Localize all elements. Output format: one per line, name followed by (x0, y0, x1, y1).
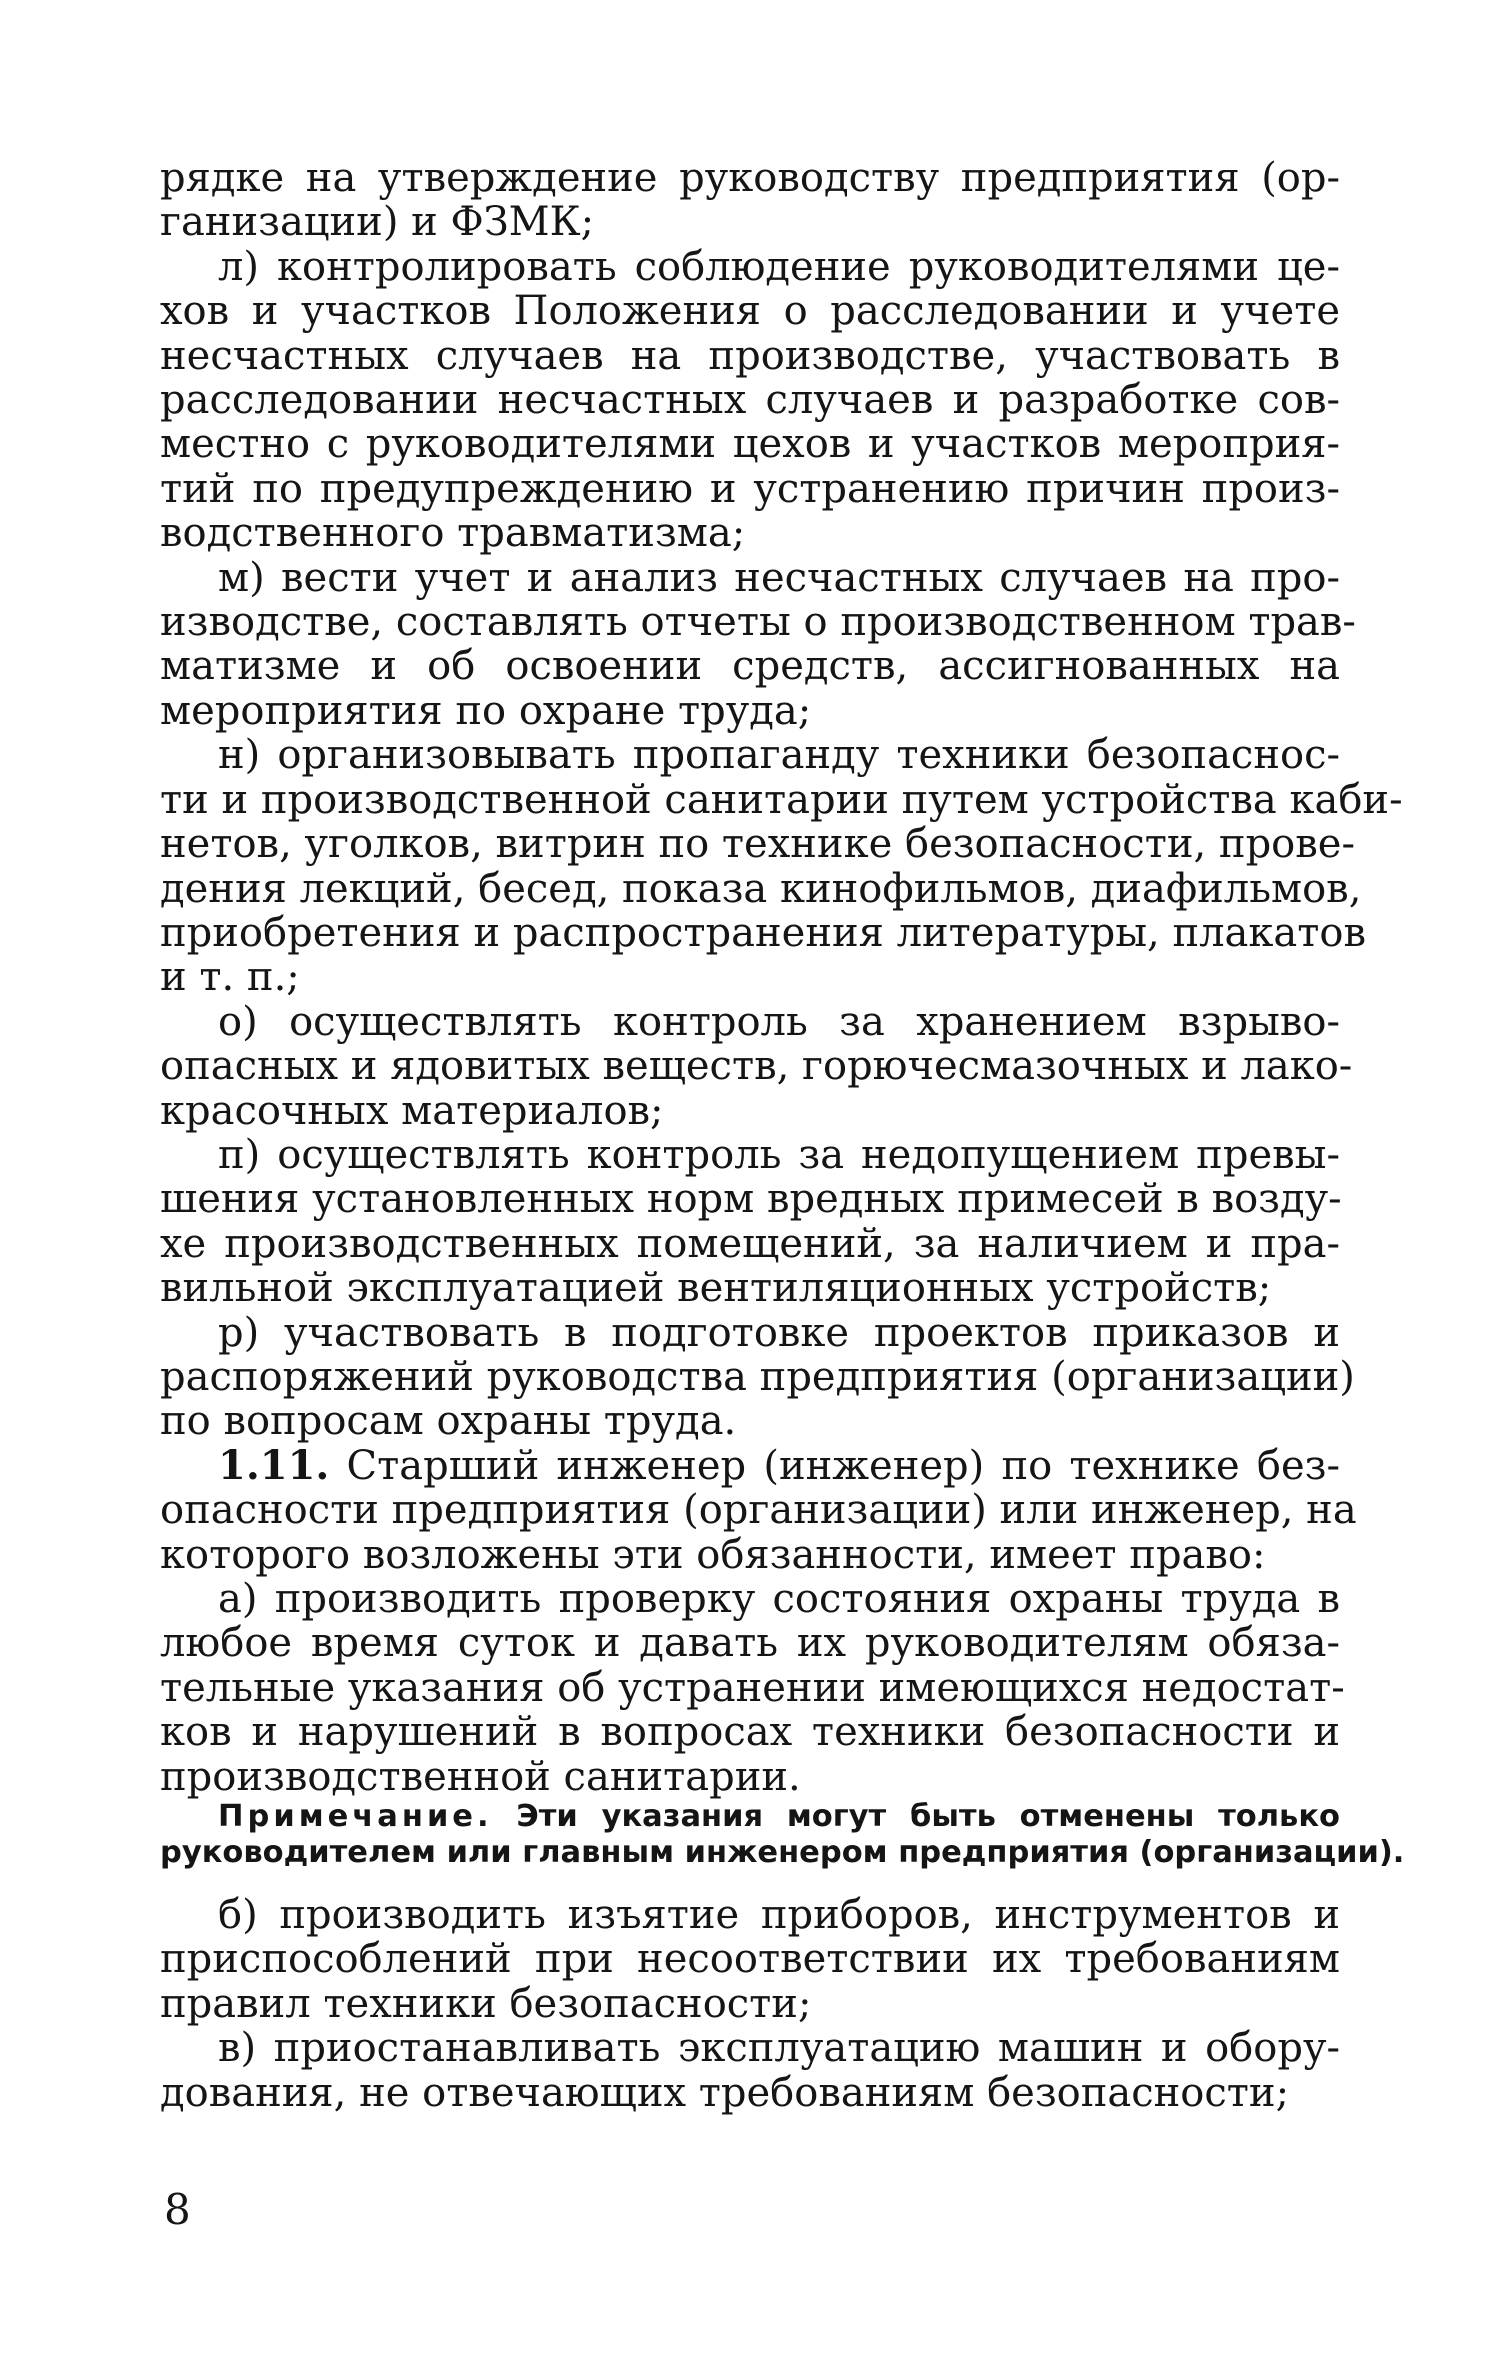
text-line: несчастных случаев на производстве, участвовать в (160, 332, 1340, 379)
item-r (160, 1309, 1355, 1445)
text-line (160, 1441, 1340, 1489)
text-line: которого возложены эти обязанности, имеет право: (160, 1531, 1266, 1578)
text-line: правил техники безопасности; (160, 1980, 812, 2027)
text-line: расследовании несчастных случаев и разработке сов- (160, 377, 1340, 424)
note-label: Примечание. (218, 1799, 493, 1835)
text-line: м) вести учет и анализ несчастных случаев на про- (218, 554, 1340, 601)
text-line: водственного травматизма; (160, 510, 746, 557)
text-line: о) осуществлять контроль за хранением взрыво- (218, 998, 1340, 1045)
text-line: тий по предупреждению и устранению причин произ- (160, 465, 1340, 512)
text-line: опасности предприятия (организации) или инженер, на (160, 1487, 1357, 1534)
text-line: л) контролировать соблюдение руководителями це- (218, 243, 1340, 290)
continued-paragraph (160, 156, 1340, 245)
text-line: по вопросам охраны труда. (160, 1398, 737, 1445)
text-line: н) организовывать пропаганду техники безопаснос- (218, 732, 1340, 779)
text-line: приобретения и распространения литературы, плакатов (160, 909, 1366, 956)
text-line: р) участвовать в подготовке проектов приказов и (218, 1309, 1340, 1356)
item-o (160, 998, 1353, 1134)
text-line: изводстве, составлять отчеты о производственном трав- (160, 599, 1356, 646)
text-line: распоряжений руководства предприятия (организации) (160, 1353, 1355, 1400)
item-p (160, 1133, 1340, 1311)
text-line: местно с руководителями цехов и участков мероприя- (160, 421, 1340, 468)
section-1-11 (160, 1441, 1357, 1578)
item-n (160, 732, 1403, 1001)
text-line: рядке на утверждение руководству предприятия (ор- (160, 155, 1340, 201)
text-line: опасных и ядовитых веществ, горючесмазочных и лако- (160, 1043, 1353, 1090)
page-body (160, 155, 1405, 2116)
item-b (160, 1893, 1340, 2026)
text-line: мероприятия по охране труда; (160, 687, 812, 734)
text-line: хе производственных помещений, за наличием и пра- (160, 1220, 1340, 1267)
text-line: тельные указания об устранении имеющихся недостат- (160, 1664, 1345, 1711)
item-a (160, 1576, 1345, 1800)
text-line: в) приостанавливать эксплуатацию машин и обору- (218, 2025, 1340, 2072)
text-line: ти и производственной санитарии путем устройства каби- (160, 776, 1403, 823)
text-line: шения установленных норм вредных примесей в возду- (160, 1176, 1342, 1223)
page-number: 8 (164, 2185, 191, 2234)
item-v (160, 2026, 1340, 2115)
text-line: п) осуществлять контроль за недопущением превы- (218, 1131, 1340, 1178)
text-line: хов и участков Положения о расследовании и учете (160, 288, 1340, 335)
item-l (160, 245, 1340, 556)
note-text: Эти указания могут быть отменены только (492, 1799, 1340, 1835)
note (160, 1799, 1405, 1871)
text-line: любое время суток и давать их руководителям обяза- (160, 1620, 1340, 1667)
text-line: ков и нарушений в вопросах техники безопасности и (160, 1709, 1340, 1756)
text-line: красочных материалов; (160, 1087, 664, 1134)
text-line: руководителем или главным инженером предприятия (организации). (160, 1835, 1405, 1871)
text-line: производственной санитарии. (160, 1753, 801, 1800)
text-line: дования, не отвечающих требованиям безопасности; (160, 2069, 1290, 2116)
item-m (160, 554, 1356, 734)
text-line: приспособлений при несоответствии их требованиям (160, 1936, 1340, 1983)
text-line: вильной эксплуатацией вентиляционных устройств; (160, 1265, 1272, 1312)
section-number: 1.11. (218, 1441, 330, 1489)
text-line: и т. п.; (160, 954, 300, 1001)
text-line: дения лекций, бесед, показа кинофильмов, диафильмов, (160, 865, 1362, 912)
text-line: нетов, уголков, витрин по технике безопасности, прове- (160, 821, 1355, 868)
text-line: а) производить проверку состояния охраны труда в (218, 1576, 1340, 1622)
section-text: Старший инженер (инженер) по технике без- (329, 1442, 1340, 1489)
text-line: матизме и об освоении средств, ассигнованных на (160, 643, 1340, 690)
text-line (160, 1799, 1340, 1835)
text-line: ганизации) и ФЗМК; (160, 199, 595, 246)
text-line: б) производить изъятие приборов, инструментов и (218, 1892, 1340, 1939)
